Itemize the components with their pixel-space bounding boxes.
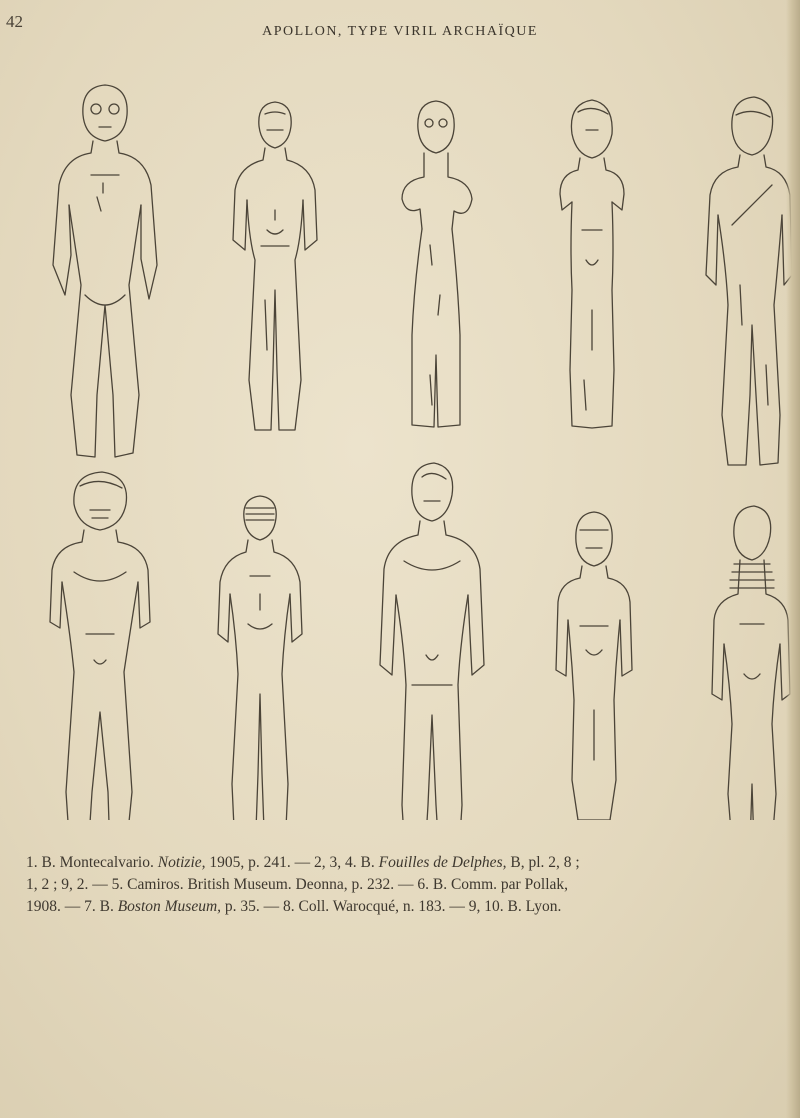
caption-line-1 (26, 852, 791, 874)
statuette-figure-2 (233, 102, 317, 430)
statuette-figure-8 (380, 463, 484, 820)
figure-plate (0, 60, 800, 820)
caption-text: 1908. — 7. B. (26, 898, 118, 915)
statuette-figure-4 (560, 100, 624, 428)
caption-text: 1905, p. 241. — 2, 3, 4. B. (205, 854, 379, 871)
caption-italic-title: Boston Museum, (117, 898, 222, 915)
caption-line-2: 1, 2 ; 9, 2. — 5. Camiros. British Museum. Deonna, p. 232. — 6. B. Comm. par Pollak, (26, 876, 569, 893)
running-head: APOLLON, TYPE VIRIL ARCHAÏQUE (262, 24, 538, 39)
statuette-figure-5 (706, 97, 792, 465)
statuette-figure-1 (53, 85, 157, 457)
caption-italic-title: Fouilles de Delphes, (378, 854, 507, 871)
statuette-figure-6 (50, 472, 150, 820)
page-edge-shadow (786, 0, 800, 1118)
statuette-figure-9 (556, 512, 632, 820)
caption-italic-title: Notizie, (157, 854, 206, 871)
plate-caption (26, 852, 791, 918)
caption-text: p. 35. — 8. Coll. Warocqué, n. 183. — 9, 10. B. Lyon. (221, 898, 562, 915)
statuette-figure-10 (712, 506, 790, 820)
caption-text: 1. B. Montecalvario. (26, 854, 158, 871)
caption-text: B, pl. 2, 8 ; (506, 854, 580, 871)
page-number: 42 (6, 12, 23, 31)
caption-line-3 (26, 896, 791, 918)
statuette-figure-3 (402, 101, 472, 427)
statuette-figure-7 (218, 496, 302, 820)
